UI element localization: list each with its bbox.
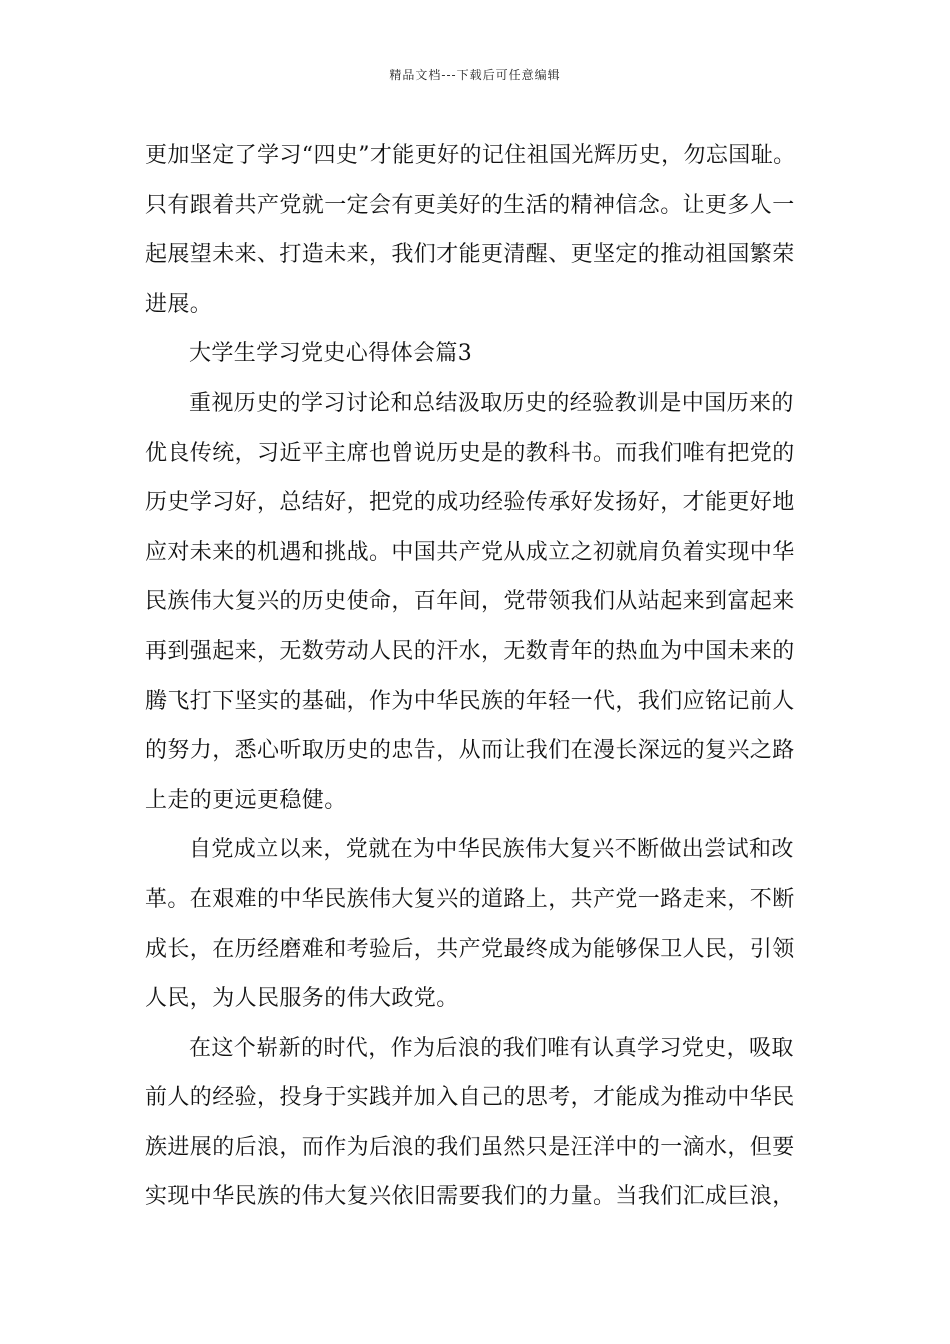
text-line: 的努力，悉心听取历史的忠告，从而让我们在漫长深远的复兴之路: [145, 738, 795, 764]
text-line: 革。在艰难的中华民族伟大复兴的道路上，共产党一路走来，不断: [145, 886, 795, 912]
text-line: 进展。: [145, 291, 213, 317]
text-line: 在这个崭新的时代，作为后浪的我们唯有认真学习党史，吸取: [189, 1035, 794, 1061]
section-heading: 大学生学习党史心得体会篇3: [189, 341, 473, 367]
text-line: 优良传统，习近平主席也曾说历史是的教科书。而我们唯有把党的: [145, 440, 795, 466]
text-line: 重视历史的学习讨论和总结汲取历史的经验教训是中国历来的: [189, 390, 794, 416]
text-line: 族进展的后浪，而作为后浪的我们虽然只是汪洋中的一滴水，但要: [145, 1134, 795, 1160]
text-line: 起展望未来、打造未来，我们才能更清醒、更坚定的推动祖国繁荣: [145, 242, 795, 268]
text-line: 腾飞打下坚实的基础，作为中华民族的年轻一代，我们应铭记前人: [145, 688, 795, 714]
text-line: 再到强起来，无数劳动人民的汗水，无数青年的热血为中国未来的: [145, 638, 795, 664]
page-header: 精品文档---下载后可任意编辑: [389, 68, 561, 82]
text-line: 历史学习好，总结好，把党的成功经验传承好发扬好，才能更好地: [145, 490, 795, 516]
document-body: [145, 131, 815, 1222]
text-line: 应对未来的机遇和挑战。中国共产党从成立之初就肩负着实现中华: [145, 539, 795, 565]
text-line: 前人的经验，投身于实践并加入自己的思考，才能成为推动中华民: [145, 1085, 795, 1111]
text-line: 实现中华民族的伟大复兴依旧需要我们的力量。当我们汇成巨浪，: [145, 1184, 795, 1210]
text-line: 只有跟着共产党就一定会有更美好的生活的精神信念。让更多人一: [145, 192, 795, 218]
text-line: 上走的更远更稳健。: [145, 787, 347, 813]
text-line: 更加坚定了学习“四史”才能更好的记住祖国光辉历史，勿忘国耻。: [145, 143, 796, 168]
text-line: 自党成立以来，党就在为中华民族伟大复兴不断做出尝试和改: [189, 837, 794, 863]
text-line: 民族伟大复兴的历史使命，百年间，党带领我们从站起来到富起来: [145, 589, 795, 615]
text-line: 人民，为人民服务的伟大政党。: [145, 986, 459, 1012]
text-line: 成长，在历经磨难和考验后，共产党最终成为能够保卫人民，引领: [145, 936, 795, 962]
